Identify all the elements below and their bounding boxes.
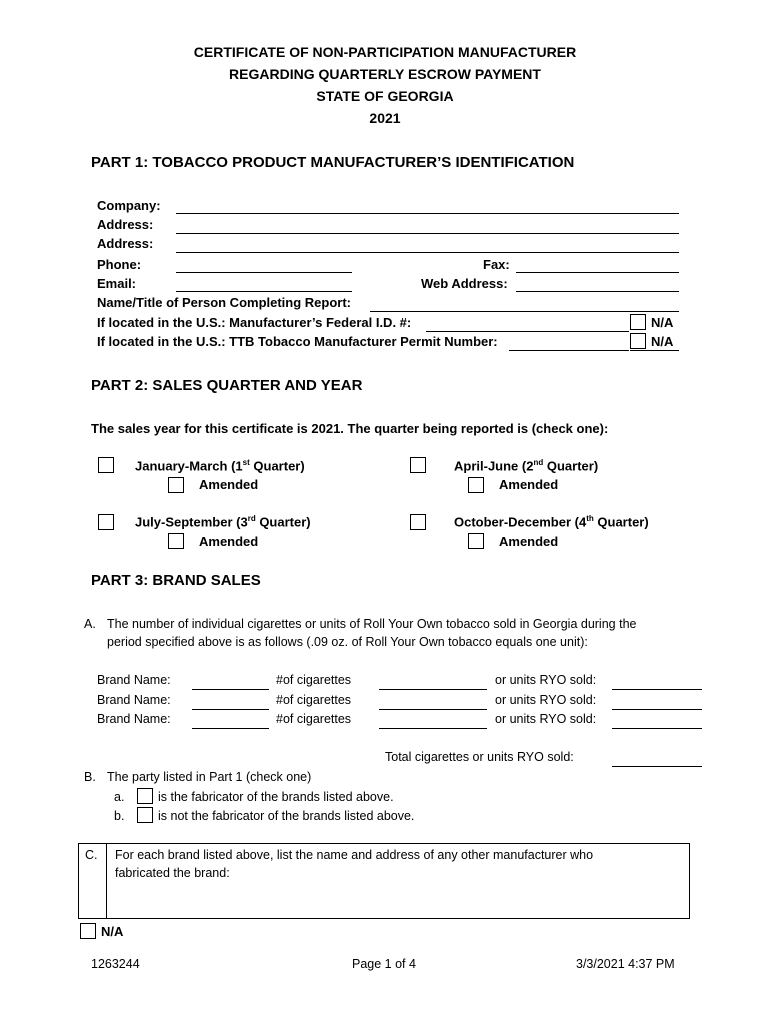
- q4-amended-label: Amended: [499, 534, 559, 549]
- item-c-na-checkbox[interactable]: [80, 923, 96, 939]
- ttb-permit-field[interactable]: [509, 350, 629, 351]
- total-label: Total cigarettes or units RYO sold:: [385, 750, 574, 764]
- fax-label: Fax:: [483, 257, 510, 272]
- brand-name-label-1: Brand Name:: [97, 673, 171, 687]
- company-field[interactable]: [176, 213, 679, 214]
- web-label: Web Address:: [421, 276, 508, 291]
- email-field[interactable]: [176, 291, 352, 292]
- item-c-label: C.: [85, 848, 98, 862]
- address2-field[interactable]: [176, 252, 679, 253]
- email-label: Email:: [97, 276, 137, 291]
- ryo-label-2: or units RYO sold:: [495, 693, 597, 707]
- title-line-1: CERTIFICATE OF NON-PARTICIPATION MANUFACTURER: [193, 44, 577, 60]
- federal-id-na-label: N/A: [651, 315, 674, 330]
- cigarettes-label-1: #of cigarettes: [276, 673, 352, 687]
- title-line-2: REGARDING QUARTERLY ESCROW PAYMENT: [229, 66, 541, 82]
- title-year: 2021: [369, 110, 401, 126]
- ttb-permit-na-checkbox[interactable]: [630, 333, 646, 349]
- item-c-na-label: N/A: [101, 924, 124, 939]
- part2-intro: The sales year for this certificate is 2021. The quarter being reported is (check one):: [91, 421, 609, 436]
- item-a-line1: The number of individual cigarettes or units of Roll Your Own tobacco sold in Georgia during the: [107, 617, 637, 631]
- brand-name-label-3: Brand Name:: [97, 712, 171, 726]
- ryo-label-3: or units RYO sold:: [495, 712, 597, 726]
- not-fabricator-checkbox[interactable]: [137, 807, 153, 823]
- q2-amended-checkbox[interactable]: [468, 477, 484, 493]
- q4-label: October-December (4th Quarter): [454, 514, 649, 530]
- ttb-permit-na-label: N/A: [651, 334, 674, 349]
- item-b-label: B.: [84, 770, 96, 784]
- q1-amended-checkbox[interactable]: [168, 477, 184, 493]
- q2-label: April-June (2nd Quarter): [454, 458, 599, 474]
- ryo-field-2[interactable]: [612, 709, 702, 710]
- q1-amended-label: Amended: [199, 477, 259, 492]
- federal-id-field[interactable]: [426, 331, 629, 332]
- federal-id-na-checkbox[interactable]: [630, 314, 646, 330]
- q1-label: January-March (1st Quarter): [135, 458, 305, 474]
- footer-datetime: 3/3/2021 4:37 PM: [576, 957, 675, 971]
- cigarettes-field-3[interactable]: [379, 728, 487, 729]
- ryo-label-1: or units RYO sold:: [495, 673, 597, 687]
- name-title-label: Name/Title of Person Completing Report:: [97, 295, 352, 310]
- fabricator-checkbox[interactable]: [137, 788, 153, 804]
- q2-checkbox[interactable]: [410, 457, 426, 473]
- total-field[interactable]: [612, 766, 702, 767]
- footer-doc-id: 1263244: [91, 957, 140, 971]
- address1-label: Address:: [97, 217, 154, 232]
- address2-label: Address:: [97, 236, 154, 251]
- q4-amended-checkbox[interactable]: [468, 533, 484, 549]
- item-ba-label: a.: [114, 790, 125, 804]
- part3-heading: PART 3: BRAND SALES: [91, 572, 261, 589]
- ryo-field-3[interactable]: [612, 728, 702, 729]
- brand-name-field-1[interactable]: [192, 689, 269, 690]
- item-b-text: The party listed in Part 1 (check one): [107, 770, 312, 784]
- company-label: Company:: [97, 198, 161, 213]
- phone-label: Phone:: [97, 257, 142, 272]
- cigarettes-label-3: #of cigarettes: [276, 712, 352, 726]
- ttb-permit-na-underline: [630, 350, 679, 351]
- brand-name-field-3[interactable]: [192, 728, 269, 729]
- ttb-permit-label: If located in the U.S.: TTB Tobacco Manufacturer Permit Number:: [97, 334, 498, 349]
- title-line-3: STATE OF GEORGIA: [316, 88, 454, 104]
- q4-checkbox[interactable]: [410, 514, 426, 530]
- q3-label: July-September (3rd Quarter): [135, 514, 311, 530]
- item-bb-label: b.: [114, 809, 125, 823]
- fabricator-text: is the fabricator of the brands listed above.: [158, 790, 394, 804]
- item-c-divider: [106, 843, 107, 919]
- q1-checkbox[interactable]: [98, 457, 114, 473]
- phone-field[interactable]: [176, 272, 352, 273]
- name-title-field[interactable]: [370, 311, 679, 312]
- not-fabricator-text: is not the fabricator of the brands listed above.: [158, 809, 415, 823]
- cigarettes-field-1[interactable]: [379, 689, 487, 690]
- item-c-line2: fabricated the brand:: [115, 866, 230, 880]
- part2-heading: PART 2: SALES QUARTER AND YEAR: [91, 377, 363, 394]
- part1-heading: PART 1: TOBACCO PRODUCT MANUFACTURER’S IDENTIFICATION: [91, 154, 575, 171]
- footer-page-number: Page 1 of 4: [352, 957, 416, 971]
- q3-amended-checkbox[interactable]: [168, 533, 184, 549]
- item-c-line1: For each brand listed above, list the name and address of any other manufacturer who: [115, 848, 594, 862]
- q2-amended-label: Amended: [499, 477, 559, 492]
- fax-field[interactable]: [516, 272, 679, 273]
- brand-name-field-2[interactable]: [192, 709, 269, 710]
- address1-field[interactable]: [176, 233, 679, 234]
- ryo-field-1[interactable]: [612, 689, 702, 690]
- web-field[interactable]: [516, 291, 679, 292]
- federal-id-label: If located in the U.S.: Manufacturer’s Federal I.D. #:: [97, 315, 412, 330]
- item-a-line2: period specified above is as follows (.09 oz. of Roll Your Own tobacco equals one unit):: [107, 635, 588, 649]
- brand-name-label-2: Brand Name:: [97, 693, 171, 707]
- item-a-label: A.: [84, 617, 96, 631]
- q3-amended-label: Amended: [199, 534, 259, 549]
- cigarettes-field-2[interactable]: [379, 709, 487, 710]
- cigarettes-label-2: #of cigarettes: [276, 693, 352, 707]
- q3-checkbox[interactable]: [98, 514, 114, 530]
